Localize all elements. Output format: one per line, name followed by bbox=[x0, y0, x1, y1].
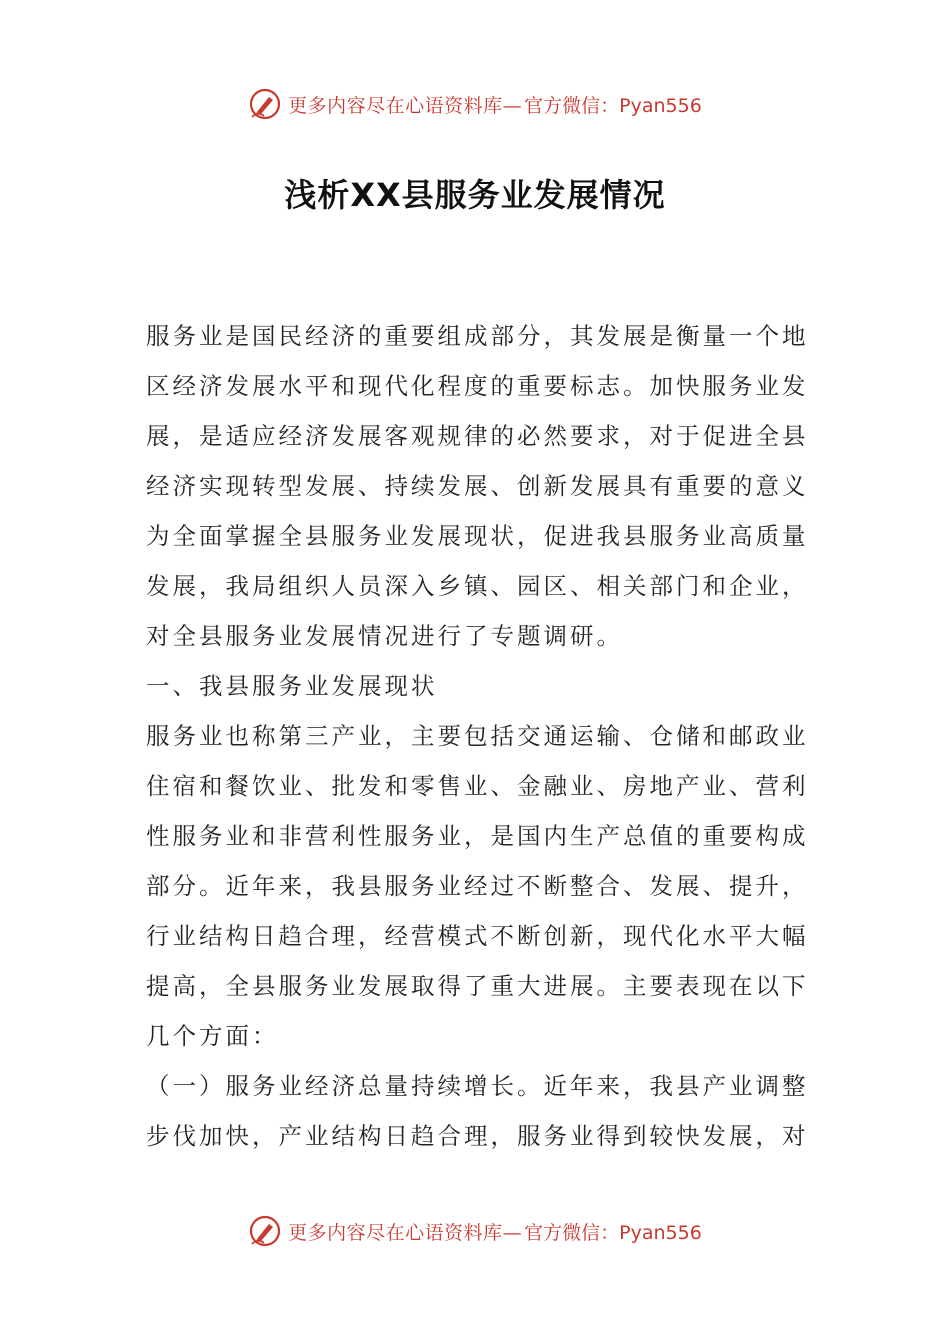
body-line: （一）服务业经济总量持续增长。近年来，我县产业调整 bbox=[146, 1072, 809, 1100]
document-title: 浅析XX县服务业发展情况 bbox=[284, 176, 666, 214]
body-line: 区经济发展水平和现代化程度的重要标志。加快服务业发 bbox=[146, 372, 809, 400]
watermark-wechat-text: 官方微信：Pyan556 bbox=[524, 1221, 702, 1244]
watermark-wechat-text: 官方微信：Pyan556 bbox=[524, 94, 702, 117]
body-line: 为全面掌握全县服务业发展现状，促进我县服务业高质量 bbox=[146, 522, 809, 550]
body-line: 提高，全县服务业发展取得了重大进展。主要表现在以下 bbox=[146, 972, 809, 1000]
body-line: 服务业也称第三产业，主要包括交通运输、仓储和邮政业 bbox=[146, 722, 809, 750]
footer-watermark bbox=[0, 1211, 950, 1251]
body-line: 对全县服务业发展情况进行了专题调研。 bbox=[146, 622, 623, 650]
body-line: 行业结构日趋合理，经营模式不断创新，现代化水平大幅 bbox=[146, 922, 809, 950]
body-line: 经济实现转型发展、持续发展、创新发展具有重要的意义 bbox=[146, 472, 809, 500]
body-line: 部分。近年来，我县服务业经过不断整合、发展、提升， bbox=[146, 872, 809, 900]
section-heading: 一、我县服务业发展现状 bbox=[146, 672, 438, 700]
body-line: 住宿和餐饮业、批发和零售业、金融业、房地产业、营利 bbox=[146, 772, 809, 800]
pen-nib-circle-logo-icon bbox=[248, 87, 282, 121]
watermark-brand-text: 更多内容尽在心语资料库— bbox=[288, 1221, 523, 1244]
watermark-brand-text: 更多内容尽在心语资料库— bbox=[288, 94, 523, 117]
header-watermark bbox=[0, 84, 950, 124]
document-body bbox=[146, 311, 809, 1161]
body-line: 性服务业和非营利性服务业，是国内生产总值的重要构成 bbox=[146, 822, 809, 850]
body-line: 步伐加快，产业结构日趋合理，服务业得到较快发展，对 bbox=[146, 1122, 809, 1150]
body-line: 发展，我局组织人员深入乡镇、园区、相关部门和企业， bbox=[146, 572, 809, 600]
pen-nib-circle-logo-icon bbox=[248, 1214, 282, 1248]
body-line: 展，是适应经济发展客观规律的必然要求，对于促进全县 bbox=[146, 422, 809, 450]
body-line: 几个方面： bbox=[146, 1022, 279, 1050]
body-line: 服务业是国民经济的重要组成部分，其发展是衡量一个地 bbox=[146, 322, 809, 350]
